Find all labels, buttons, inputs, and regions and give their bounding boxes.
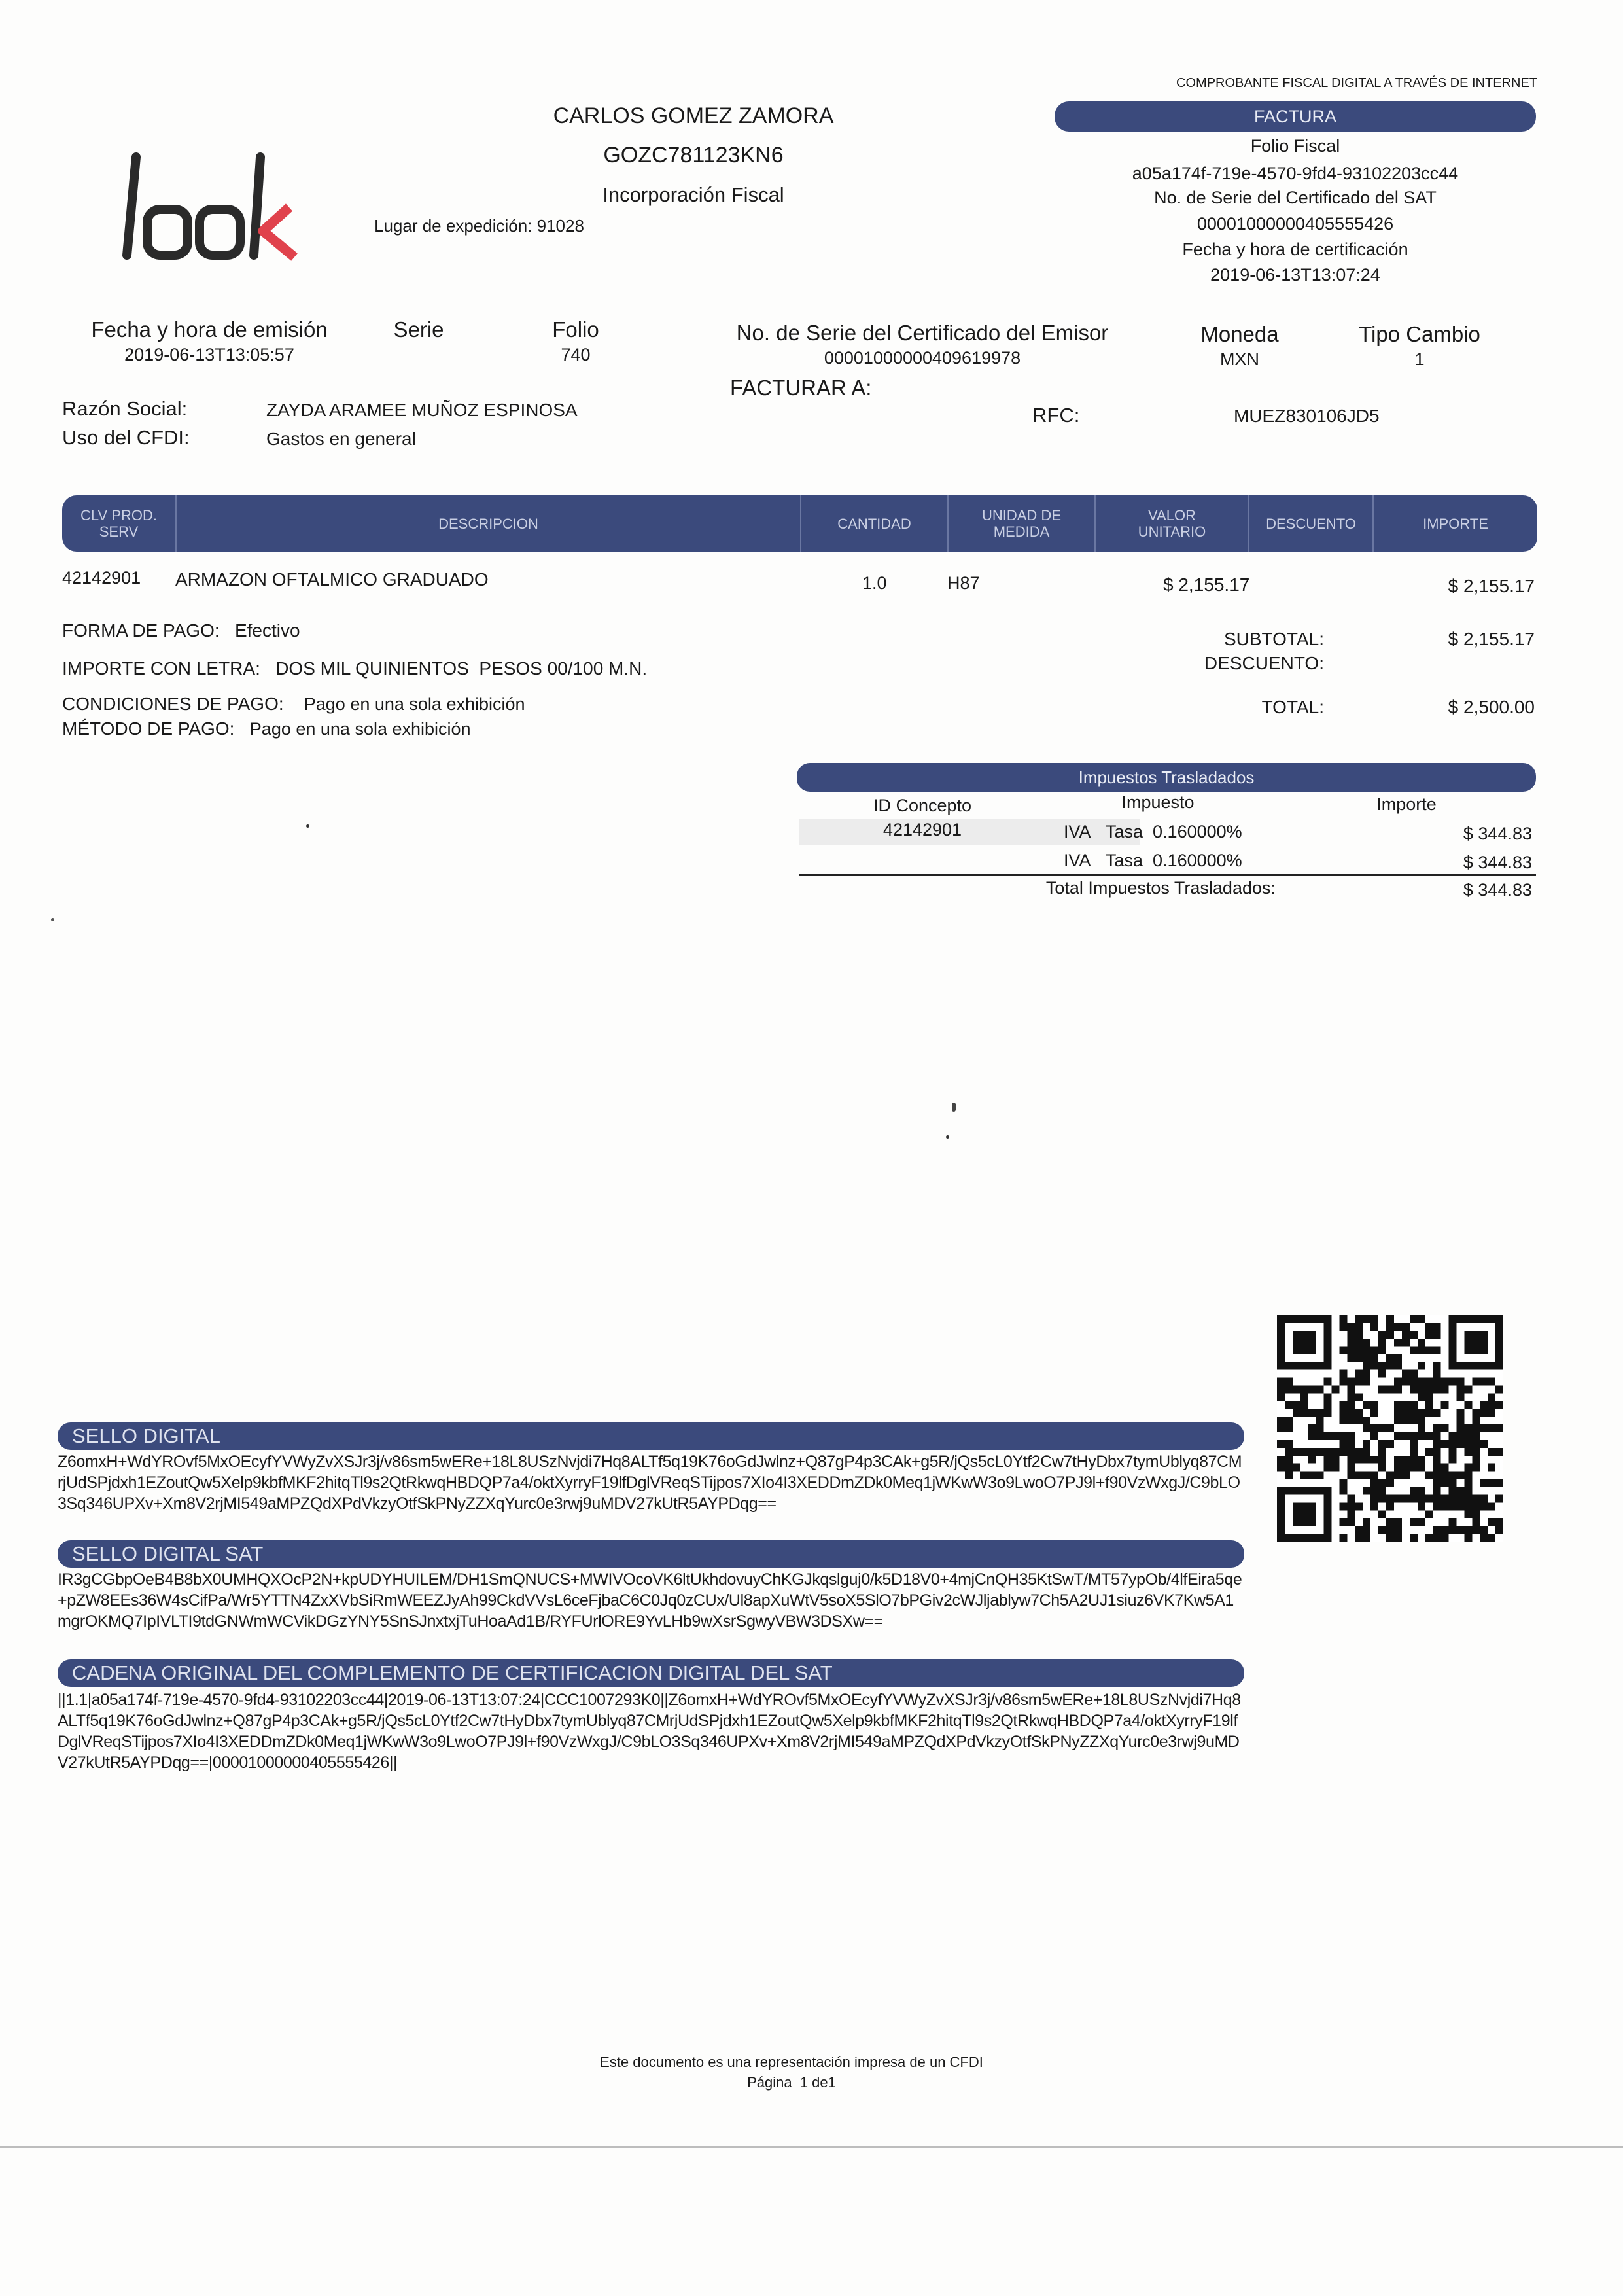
taxes-title-bar: Impuestos Trasladados — [797, 763, 1536, 792]
issuer-regime: Incorporación Fiscal — [602, 183, 784, 206]
customer-name-label: Razón Social: — [62, 397, 188, 420]
folio-fiscal-value: a05a174f-719e-4570-9fd4-93102203cc44 — [1132, 164, 1459, 183]
col-discount: DESCUENTO — [1249, 495, 1374, 552]
chain-bar: CADENA ORIGINAL DEL COMPLEMENTO DE CERTIFICACION DIGITAL DEL SAT — [58, 1659, 1244, 1687]
col-clv: CLV PROD. SERV — [62, 495, 177, 552]
seal-digital-bar: SELLO DIGITAL — [58, 1422, 1244, 1450]
company-logo — [118, 147, 334, 265]
total-value: $ 2,500.00 — [1448, 697, 1535, 717]
issuer-rfc: GOZC781123KN6 — [603, 143, 784, 168]
item-unit: H87 — [947, 573, 980, 593]
cert-date-label: Fecha y hora de certificación — [1182, 239, 1408, 259]
folio-fiscal-label: Folio Fiscal — [1250, 136, 1340, 156]
emission-value: 2019-06-13T13:05:57 — [124, 345, 294, 364]
taxes-col-id: ID Concepto — [873, 796, 972, 815]
customer-name: ZAYDA ARAMEE MUÑOZ ESPINOSA — [266, 400, 578, 420]
payment-form-label: FORMA DE PAGO: — [62, 620, 220, 641]
seal-sat-text: IR3gCGbpOeB4B8bX0UMHQXOcP2N+kpUDYHUILEM/DH1SmQNUCS+MWIVOcoVK6ltUkhdovuyChKGJkqslguj0/k5D18V0+4mjCnQH35KtSwT/MT57ypOb/4lfEira5qe+pZW8EEs36W4sCifPa/Wr5YTTN4ZxXVbSiRmWEEZJyAh99CkdVVsL6ceFjbaC6C0Jq0zCUx/Ul8apXuWtV5soX5SlO7bPGiv2cWJljablyw7Ch5A2UJ1siuz6VK7Kw5A1mgrOKMQ7IpIVLTI9tdGNWmWCVikDGzYNY5SnSJnxtxjTuHoaAd1B/RYFUrlORE9YvLHb9wXsrSgwyVBW3DSXw== — [58, 1570, 1242, 1631]
qr-code-graphic — [1277, 1315, 1503, 1542]
scan-speck — [306, 824, 309, 828]
top-caption: COMPROBANTE FISCAL DIGITAL A TRAVÉS DE INTERNET — [1176, 76, 1537, 90]
taxes-total-value: $ 344.83 — [1463, 880, 1532, 900]
currency-label: Moneda — [1200, 322, 1279, 346]
payment-form-value: Efectivo — [234, 620, 300, 641]
scan-speck — [946, 1135, 949, 1139]
serie-label: Serie — [393, 317, 444, 342]
tax-row-tax: IVA — [1064, 822, 1091, 841]
payment-conditions-label: CONDICIONES DE PAGO: — [62, 694, 284, 714]
cert-emisor-value: 00001000000409619978 — [824, 348, 1021, 368]
expedition-place-value: 91028 — [536, 216, 584, 236]
taxes-divider — [799, 874, 1536, 876]
cert-sat-label: No. de Serie del Certificado del SAT — [1154, 188, 1437, 207]
rate-label: Tipo Cambio — [1359, 322, 1480, 346]
col-description: DESCRIPCION — [177, 495, 801, 552]
emission-label: Fecha y hora de emisión — [91, 317, 328, 342]
expedition-place — [374, 216, 584, 236]
customer-rfc: MUEZ830106JD5 — [1234, 406, 1380, 426]
total-label: TOTAL: — [1261, 697, 1324, 717]
folio-value: 740 — [561, 345, 591, 364]
currency-value: MXN — [1220, 349, 1259, 369]
folio-label: Folio — [552, 317, 599, 342]
col-unit: UNIDAD DE MEDIDA — [949, 495, 1096, 552]
payment-method-value: Pago en una sola exhibición — [249, 719, 471, 739]
item-description: ARMAZON OFTALMICO GRADUADO — [175, 569, 489, 590]
qr-code — [1277, 1315, 1503, 1542]
tax-row-tax: IVA — [1064, 851, 1091, 870]
payment-method-label: MÉTODO DE PAGO: — [62, 718, 235, 739]
tax-row-rate: Tasa 0.160000% — [1106, 851, 1242, 870]
scan-speck — [51, 918, 54, 921]
cert-date-value: 2019-06-13T13:07:24 — [1210, 265, 1380, 285]
subtotal-value: $ 2,155.17 — [1448, 629, 1535, 649]
bottom-scan-line — [0, 2146, 1623, 2148]
customer-cfdi: Gastos en general — [266, 429, 416, 449]
expedition-place-label: Lugar de expedición: — [374, 216, 532, 236]
customer-rfc-label: RFC: — [1032, 404, 1080, 427]
payment-form — [62, 620, 300, 641]
tax-row-amount: $ 344.83 — [1463, 853, 1532, 872]
doc-type-bar: FACTURA — [1055, 101, 1536, 132]
subtotal-label: SUBTOTAL: — [1223, 629, 1324, 649]
cert-sat-value: 00001000000405555426 — [1196, 214, 1394, 234]
item-unit-price: $ 2,155.17 — [1163, 574, 1250, 595]
col-unit-price: VALOR UNITARIO — [1096, 495, 1249, 552]
col-amount: IMPORTE — [1423, 515, 1488, 532]
discount-label: DESCUENTO: — [1204, 653, 1324, 673]
issuer-name: CARLOS GOMEZ ZAMORA — [553, 103, 834, 128]
items-table-header — [62, 495, 1537, 552]
amount-in-letters — [62, 658, 647, 679]
payment-conditions — [62, 694, 525, 715]
taxes-col-amount: Importe — [1376, 794, 1437, 814]
seal-digital-text: Z6omxH+WdYROvf5MxOEcyfYVWyZvXSJr3j/v86sm5wERe+18L8USzNvjdi7Hq8ALTf5q19K76oGdJwlnz+Q87gP4p3CAk+g5R/jQs5cL0Ytf2Cw7tHyDbx7tymUblyq87CMrjUdSPjdxh1EZoutQw5Xelp9kbfMKF2hitqTl9s2QtRkwqHBDQP7a4/oktXyrryF19lfDglVReqSTijpos7XIo4I3XEDDmZDk0Meq1jWKwW3o9LwoO7PJ9l+f90VzWxgJ/C9bLO3Sq346UPXv+Xm8V2rjMI549aMPZQdXPdVkzyOtfSkPNyZZXqYurc0e3rwj9uMDV27kUtR5AYPDqg== — [58, 1453, 1242, 1513]
look-logo-graphic — [118, 147, 334, 265]
amount-in-letters-label: IMPORTE CON LETRA: — [62, 658, 260, 679]
payment-method — [62, 718, 471, 739]
chain-text: ||1.1|a05a174f-719e-4570-9fd4-93102203cc44|2019-06-13T13:07:24|CCC1007293K0||Z6omxH+WdYROvf5MxOEcyfYVWyZvXSJr3j/v86sm5wERe+18L8USzNvjdi7Hq8ALTf5q19K76oGdJwlnz+Q87gP4p3CAk+g5R/jQs5cL0Ytf2Cw7tHyDbx7tymUblyq87CMrjUdSPjdxh1EZoutQw5Xelp9kbfMKF2hitqTl9s2QtRkwqHBDQP7a4/oktXyrryF19lfDglVReqSTijpos7XIo4I3XEDDmZDk0Meq1jWKwW3o9LwoO7PJ9l+f90VzWxgJ/C9bLO3Sq346UPXv+Xm8V2rjMI549aMPZQdXPdVkzyOtfSkPNyZZXqYurc0e3rwj9uMDV27kUtR5AYPDqg==|00001000000405555426|| — [58, 1691, 1241, 1772]
footer-page: Página 1 de1 — [747, 2074, 836, 2091]
item-quantity: 1.0 — [862, 573, 887, 593]
cert-emisor-label: No. de Serie del Certificado del Emisor — [736, 321, 1109, 345]
col-quantity: CANTIDAD — [801, 495, 949, 552]
customer-cfdi-label: Uso del CFDI: — [62, 426, 190, 449]
amount-in-letters-value: DOS MIL QUINIENTOS PESOS 00/100 M.N. — [275, 658, 648, 679]
bill-to-label: FACTURAR A: — [730, 376, 872, 400]
seal-sat-bar: SELLO DIGITAL SAT — [58, 1540, 1244, 1568]
tax-row-amount: $ 344.83 — [1463, 824, 1532, 843]
taxes-col-tax: Impuesto — [1121, 792, 1195, 812]
tax-row-rate: Tasa 0.160000% — [1106, 822, 1242, 841]
taxes-total-label: Total Impuestos Trasladados: — [1045, 878, 1276, 898]
scan-speck — [952, 1103, 956, 1112]
item-code: 42142901 — [62, 568, 141, 588]
footer-note: Este documento es una representación impresa de un CFDI — [600, 2054, 983, 2070]
item-amount: $ 2,155.17 — [1448, 576, 1535, 596]
rate-value: 1 — [1414, 349, 1425, 369]
payment-conditions-value: Pago en una sola exhibición — [304, 694, 525, 714]
tax-row-id: 42142901 — [882, 820, 962, 839]
